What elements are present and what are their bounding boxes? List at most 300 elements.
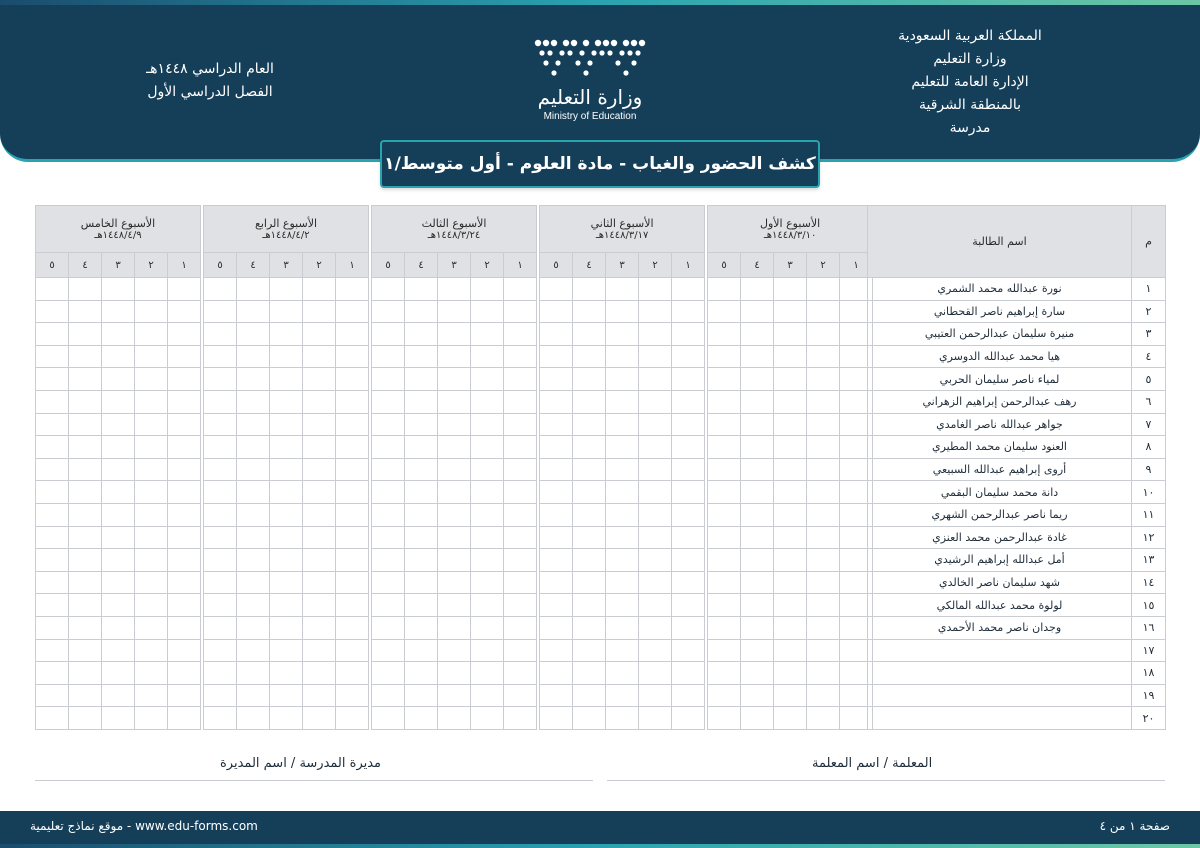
- attendance-cell[interactable]: [774, 684, 807, 707]
- attendance-cell[interactable]: [237, 594, 270, 617]
- attendance-cell[interactable]: [135, 684, 168, 707]
- attendance-cell[interactable]: [69, 413, 102, 436]
- attendance-cell[interactable]: [135, 323, 168, 346]
- attendance-cell[interactable]: [774, 616, 807, 639]
- attendance-cell[interactable]: [36, 503, 69, 526]
- attendance-cell[interactable]: [270, 549, 303, 572]
- attendance-cell[interactable]: [168, 368, 201, 391]
- attendance-cell[interactable]: [504, 300, 537, 323]
- attendance-cell[interactable]: [807, 503, 840, 526]
- attendance-cell[interactable]: [36, 616, 69, 639]
- attendance-cell[interactable]: [672, 413, 705, 436]
- attendance-cell[interactable]: [471, 684, 504, 707]
- attendance-cell[interactable]: [438, 458, 471, 481]
- attendance-cell[interactable]: [807, 323, 840, 346]
- attendance-cell[interactable]: [471, 413, 504, 436]
- attendance-cell[interactable]: [471, 368, 504, 391]
- attendance-cell[interactable]: [69, 684, 102, 707]
- attendance-cell[interactable]: [102, 549, 135, 572]
- attendance-cell[interactable]: [36, 323, 69, 346]
- attendance-cell[interactable]: [405, 707, 438, 730]
- attendance-cell[interactable]: [69, 278, 102, 301]
- attendance-cell[interactable]: [471, 707, 504, 730]
- attendance-cell[interactable]: [69, 436, 102, 459]
- attendance-cell[interactable]: [573, 662, 606, 685]
- attendance-cell[interactable]: [774, 368, 807, 391]
- attendance-cell[interactable]: [573, 345, 606, 368]
- attendance-cell[interactable]: [573, 481, 606, 504]
- attendance-cell[interactable]: [204, 594, 237, 617]
- attendance-cell[interactable]: [672, 639, 705, 662]
- attendance-cell[interactable]: [303, 662, 336, 685]
- attendance-cell[interactable]: [741, 639, 774, 662]
- attendance-cell[interactable]: [672, 278, 705, 301]
- attendance-cell[interactable]: [69, 616, 102, 639]
- attendance-cell[interactable]: [540, 345, 573, 368]
- attendance-cell[interactable]: [639, 639, 672, 662]
- attendance-cell[interactable]: [372, 390, 405, 413]
- attendance-cell[interactable]: [135, 526, 168, 549]
- attendance-cell[interactable]: [471, 300, 504, 323]
- attendance-cell[interactable]: [540, 616, 573, 639]
- attendance-cell[interactable]: [573, 639, 606, 662]
- attendance-cell[interactable]: [540, 571, 573, 594]
- attendance-cell[interactable]: [774, 278, 807, 301]
- attendance-cell[interactable]: [639, 368, 672, 391]
- attendance-cell[interactable]: [270, 458, 303, 481]
- attendance-cell[interactable]: [540, 390, 573, 413]
- attendance-cell[interactable]: [540, 662, 573, 685]
- attendance-cell[interactable]: [204, 413, 237, 436]
- attendance-cell[interactable]: [708, 684, 741, 707]
- attendance-cell[interactable]: [573, 278, 606, 301]
- attendance-cell[interactable]: [135, 390, 168, 413]
- attendance-cell[interactable]: [336, 458, 369, 481]
- attendance-cell[interactable]: [168, 481, 201, 504]
- attendance-cell[interactable]: [639, 458, 672, 481]
- attendance-cell[interactable]: [672, 662, 705, 685]
- attendance-cell[interactable]: [438, 481, 471, 504]
- attendance-cell[interactable]: [237, 662, 270, 685]
- attendance-cell[interactable]: [168, 436, 201, 459]
- attendance-cell[interactable]: [204, 458, 237, 481]
- attendance-cell[interactable]: [270, 345, 303, 368]
- attendance-cell[interactable]: [504, 368, 537, 391]
- attendance-cell[interactable]: [438, 345, 471, 368]
- attendance-cell[interactable]: [774, 436, 807, 459]
- attendance-cell[interactable]: [270, 707, 303, 730]
- attendance-cell[interactable]: [372, 323, 405, 346]
- attendance-cell[interactable]: [69, 481, 102, 504]
- attendance-cell[interactable]: [540, 503, 573, 526]
- attendance-cell[interactable]: [504, 503, 537, 526]
- attendance-cell[interactable]: [438, 594, 471, 617]
- attendance-cell[interactable]: [639, 481, 672, 504]
- attendance-cell[interactable]: [102, 390, 135, 413]
- attendance-cell[interactable]: [36, 390, 69, 413]
- attendance-cell[interactable]: [270, 684, 303, 707]
- attendance-cell[interactable]: [807, 571, 840, 594]
- attendance-cell[interactable]: [270, 278, 303, 301]
- attendance-cell[interactable]: [303, 368, 336, 391]
- attendance-cell[interactable]: [270, 526, 303, 549]
- attendance-cell[interactable]: [438, 368, 471, 391]
- attendance-cell[interactable]: [708, 458, 741, 481]
- attendance-cell[interactable]: [672, 616, 705, 639]
- attendance-cell[interactable]: [204, 368, 237, 391]
- attendance-cell[interactable]: [807, 300, 840, 323]
- attendance-cell[interactable]: [672, 684, 705, 707]
- attendance-cell[interactable]: [36, 526, 69, 549]
- attendance-cell[interactable]: [135, 345, 168, 368]
- attendance-cell[interactable]: [708, 707, 741, 730]
- attendance-cell[interactable]: [540, 594, 573, 617]
- attendance-cell[interactable]: [807, 639, 840, 662]
- attendance-cell[interactable]: [504, 278, 537, 301]
- attendance-cell[interactable]: [69, 707, 102, 730]
- attendance-cell[interactable]: [741, 345, 774, 368]
- attendance-cell[interactable]: [573, 549, 606, 572]
- attendance-cell[interactable]: [405, 616, 438, 639]
- attendance-cell[interactable]: [303, 503, 336, 526]
- attendance-cell[interactable]: [438, 526, 471, 549]
- attendance-cell[interactable]: [69, 571, 102, 594]
- attendance-cell[interactable]: [774, 662, 807, 685]
- attendance-cell[interactable]: [303, 390, 336, 413]
- attendance-cell[interactable]: [69, 503, 102, 526]
- attendance-cell[interactable]: [102, 526, 135, 549]
- attendance-cell[interactable]: [135, 616, 168, 639]
- attendance-cell[interactable]: [672, 300, 705, 323]
- attendance-cell[interactable]: [807, 549, 840, 572]
- attendance-cell[interactable]: [807, 413, 840, 436]
- attendance-cell[interactable]: [672, 345, 705, 368]
- attendance-cell[interactable]: [303, 707, 336, 730]
- attendance-cell[interactable]: [69, 526, 102, 549]
- attendance-cell[interactable]: [504, 458, 537, 481]
- attendance-cell[interactable]: [606, 436, 639, 459]
- attendance-cell[interactable]: [102, 571, 135, 594]
- attendance-cell[interactable]: [708, 345, 741, 368]
- attendance-cell[interactable]: [708, 594, 741, 617]
- attendance-cell[interactable]: [504, 594, 537, 617]
- attendance-cell[interactable]: [774, 323, 807, 346]
- attendance-cell[interactable]: [540, 436, 573, 459]
- attendance-cell[interactable]: [270, 503, 303, 526]
- attendance-cell[interactable]: [36, 594, 69, 617]
- attendance-cell[interactable]: [405, 278, 438, 301]
- attendance-cell[interactable]: [135, 639, 168, 662]
- attendance-cell[interactable]: [639, 571, 672, 594]
- attendance-cell[interactable]: [774, 345, 807, 368]
- attendance-cell[interactable]: [471, 571, 504, 594]
- attendance-cell[interactable]: [204, 390, 237, 413]
- attendance-cell[interactable]: [573, 413, 606, 436]
- attendance-cell[interactable]: [204, 707, 237, 730]
- attendance-cell[interactable]: [741, 368, 774, 391]
- attendance-cell[interactable]: [807, 345, 840, 368]
- attendance-cell[interactable]: [540, 481, 573, 504]
- attendance-cell[interactable]: [438, 616, 471, 639]
- attendance-cell[interactable]: [606, 481, 639, 504]
- attendance-cell[interactable]: [36, 549, 69, 572]
- attendance-cell[interactable]: [741, 684, 774, 707]
- attendance-cell[interactable]: [573, 707, 606, 730]
- attendance-cell[interactable]: [237, 639, 270, 662]
- attendance-cell[interactable]: [168, 594, 201, 617]
- attendance-cell[interactable]: [168, 345, 201, 368]
- attendance-cell[interactable]: [336, 594, 369, 617]
- attendance-cell[interactable]: [708, 481, 741, 504]
- attendance-cell[interactable]: [438, 684, 471, 707]
- attendance-cell[interactable]: [237, 684, 270, 707]
- attendance-cell[interactable]: [303, 323, 336, 346]
- attendance-cell[interactable]: [471, 345, 504, 368]
- attendance-cell[interactable]: [237, 345, 270, 368]
- attendance-cell[interactable]: [102, 413, 135, 436]
- attendance-cell[interactable]: [303, 639, 336, 662]
- attendance-cell[interactable]: [168, 662, 201, 685]
- attendance-cell[interactable]: [168, 616, 201, 639]
- attendance-cell[interactable]: [372, 707, 405, 730]
- attendance-cell[interactable]: [741, 458, 774, 481]
- attendance-cell[interactable]: [540, 549, 573, 572]
- attendance-cell[interactable]: [807, 390, 840, 413]
- attendance-cell[interactable]: [168, 458, 201, 481]
- attendance-cell[interactable]: [237, 503, 270, 526]
- attendance-cell[interactable]: [438, 390, 471, 413]
- attendance-cell[interactable]: [270, 300, 303, 323]
- attendance-cell[interactable]: [102, 345, 135, 368]
- attendance-cell[interactable]: [708, 639, 741, 662]
- attendance-cell[interactable]: [606, 639, 639, 662]
- attendance-cell[interactable]: [471, 503, 504, 526]
- attendance-cell[interactable]: [672, 707, 705, 730]
- attendance-cell[interactable]: [504, 684, 537, 707]
- attendance-cell[interactable]: [372, 436, 405, 459]
- attendance-cell[interactable]: [36, 662, 69, 685]
- attendance-cell[interactable]: [36, 345, 69, 368]
- attendance-cell[interactable]: [606, 662, 639, 685]
- attendance-cell[interactable]: [336, 481, 369, 504]
- attendance-cell[interactable]: [102, 368, 135, 391]
- attendance-cell[interactable]: [708, 503, 741, 526]
- attendance-cell[interactable]: [708, 436, 741, 459]
- attendance-cell[interactable]: [303, 571, 336, 594]
- attendance-cell[interactable]: [204, 571, 237, 594]
- attendance-cell[interactable]: [336, 639, 369, 662]
- attendance-cell[interactable]: [540, 684, 573, 707]
- attendance-cell[interactable]: [807, 368, 840, 391]
- attendance-cell[interactable]: [573, 323, 606, 346]
- attendance-cell[interactable]: [438, 549, 471, 572]
- attendance-cell[interactable]: [606, 300, 639, 323]
- attendance-cell[interactable]: [708, 323, 741, 346]
- attendance-cell[interactable]: [573, 390, 606, 413]
- attendance-cell[interactable]: [204, 616, 237, 639]
- attendance-cell[interactable]: [708, 300, 741, 323]
- attendance-cell[interactable]: [405, 390, 438, 413]
- attendance-cell[interactable]: [774, 549, 807, 572]
- attendance-cell[interactable]: [135, 571, 168, 594]
- attendance-cell[interactable]: [204, 684, 237, 707]
- attendance-cell[interactable]: [504, 526, 537, 549]
- attendance-cell[interactable]: [438, 639, 471, 662]
- attendance-cell[interactable]: [336, 278, 369, 301]
- attendance-cell[interactable]: [606, 616, 639, 639]
- attendance-cell[interactable]: [672, 323, 705, 346]
- attendance-cell[interactable]: [303, 549, 336, 572]
- attendance-cell[interactable]: [504, 323, 537, 346]
- attendance-cell[interactable]: [438, 436, 471, 459]
- attendance-cell[interactable]: [639, 436, 672, 459]
- attendance-cell[interactable]: [69, 662, 102, 685]
- attendance-cell[interactable]: [807, 436, 840, 459]
- attendance-cell[interactable]: [303, 684, 336, 707]
- attendance-cell[interactable]: [741, 616, 774, 639]
- attendance-cell[interactable]: [573, 616, 606, 639]
- attendance-cell[interactable]: [405, 481, 438, 504]
- attendance-cell[interactable]: [606, 549, 639, 572]
- attendance-cell[interactable]: [204, 436, 237, 459]
- attendance-cell[interactable]: [606, 390, 639, 413]
- attendance-cell[interactable]: [606, 684, 639, 707]
- attendance-cell[interactable]: [102, 616, 135, 639]
- attendance-cell[interactable]: [336, 345, 369, 368]
- attendance-cell[interactable]: [606, 413, 639, 436]
- attendance-cell[interactable]: [741, 549, 774, 572]
- attendance-cell[interactable]: [270, 616, 303, 639]
- attendance-cell[interactable]: [438, 300, 471, 323]
- attendance-cell[interactable]: [672, 594, 705, 617]
- attendance-cell[interactable]: [69, 639, 102, 662]
- attendance-cell[interactable]: [741, 481, 774, 504]
- attendance-cell[interactable]: [303, 413, 336, 436]
- attendance-cell[interactable]: [336, 707, 369, 730]
- attendance-cell[interactable]: [807, 526, 840, 549]
- attendance-cell[interactable]: [36, 300, 69, 323]
- attendance-cell[interactable]: [237, 278, 270, 301]
- attendance-cell[interactable]: [504, 571, 537, 594]
- attendance-cell[interactable]: [102, 300, 135, 323]
- attendance-cell[interactable]: [204, 639, 237, 662]
- attendance-cell[interactable]: [237, 368, 270, 391]
- attendance-cell[interactable]: [168, 571, 201, 594]
- attendance-cell[interactable]: [708, 571, 741, 594]
- attendance-cell[interactable]: [204, 323, 237, 346]
- attendance-cell[interactable]: [741, 707, 774, 730]
- attendance-cell[interactable]: [639, 616, 672, 639]
- attendance-cell[interactable]: [168, 300, 201, 323]
- attendance-cell[interactable]: [573, 594, 606, 617]
- attendance-cell[interactable]: [204, 526, 237, 549]
- attendance-cell[interactable]: [741, 571, 774, 594]
- attendance-cell[interactable]: [372, 549, 405, 572]
- attendance-cell[interactable]: [102, 436, 135, 459]
- attendance-cell[interactable]: [807, 616, 840, 639]
- attendance-cell[interactable]: [336, 684, 369, 707]
- attendance-cell[interactable]: [36, 368, 69, 391]
- attendance-cell[interactable]: [708, 278, 741, 301]
- attendance-cell[interactable]: [471, 662, 504, 685]
- attendance-cell[interactable]: [372, 503, 405, 526]
- attendance-cell[interactable]: [69, 549, 102, 572]
- attendance-cell[interactable]: [204, 662, 237, 685]
- attendance-cell[interactable]: [471, 639, 504, 662]
- attendance-cell[interactable]: [237, 436, 270, 459]
- attendance-cell[interactable]: [774, 526, 807, 549]
- attendance-cell[interactable]: [807, 707, 840, 730]
- attendance-cell[interactable]: [405, 594, 438, 617]
- attendance-cell[interactable]: [135, 413, 168, 436]
- attendance-cell[interactable]: [606, 278, 639, 301]
- attendance-cell[interactable]: [303, 436, 336, 459]
- attendance-cell[interactable]: [573, 526, 606, 549]
- attendance-cell[interactable]: [372, 616, 405, 639]
- attendance-cell[interactable]: [135, 368, 168, 391]
- attendance-cell[interactable]: [708, 662, 741, 685]
- attendance-cell[interactable]: [741, 526, 774, 549]
- attendance-cell[interactable]: [540, 526, 573, 549]
- attendance-cell[interactable]: [405, 368, 438, 391]
- attendance-cell[interactable]: [606, 323, 639, 346]
- attendance-cell[interactable]: [168, 684, 201, 707]
- attendance-cell[interactable]: [372, 662, 405, 685]
- attendance-cell[interactable]: [741, 390, 774, 413]
- attendance-cell[interactable]: [237, 707, 270, 730]
- attendance-cell[interactable]: [672, 436, 705, 459]
- attendance-cell[interactable]: [237, 300, 270, 323]
- attendance-cell[interactable]: [336, 390, 369, 413]
- attendance-cell[interactable]: [774, 594, 807, 617]
- attendance-cell[interactable]: [135, 458, 168, 481]
- attendance-cell[interactable]: [708, 549, 741, 572]
- attendance-cell[interactable]: [639, 323, 672, 346]
- attendance-cell[interactable]: [405, 323, 438, 346]
- attendance-cell[interactable]: [336, 436, 369, 459]
- attendance-cell[interactable]: [135, 662, 168, 685]
- attendance-cell[interactable]: [471, 526, 504, 549]
- attendance-cell[interactable]: [438, 707, 471, 730]
- attendance-cell[interactable]: [504, 707, 537, 730]
- attendance-cell[interactable]: [36, 684, 69, 707]
- attendance-cell[interactable]: [741, 594, 774, 617]
- attendance-cell[interactable]: [438, 278, 471, 301]
- attendance-cell[interactable]: [204, 278, 237, 301]
- attendance-cell[interactable]: [672, 503, 705, 526]
- attendance-cell[interactable]: [69, 345, 102, 368]
- attendance-cell[interactable]: [405, 300, 438, 323]
- attendance-cell[interactable]: [639, 526, 672, 549]
- attendance-cell[interactable]: [639, 345, 672, 368]
- attendance-cell[interactable]: [438, 413, 471, 436]
- attendance-cell[interactable]: [774, 481, 807, 504]
- attendance-cell[interactable]: [303, 278, 336, 301]
- attendance-cell[interactable]: [438, 662, 471, 685]
- attendance-cell[interactable]: [573, 503, 606, 526]
- attendance-cell[interactable]: [372, 571, 405, 594]
- attendance-cell[interactable]: [741, 323, 774, 346]
- attendance-cell[interactable]: [672, 390, 705, 413]
- attendance-cell[interactable]: [168, 526, 201, 549]
- attendance-cell[interactable]: [303, 526, 336, 549]
- attendance-cell[interactable]: [405, 639, 438, 662]
- attendance-cell[interactable]: [471, 436, 504, 459]
- attendance-cell[interactable]: [270, 413, 303, 436]
- attendance-cell[interactable]: [270, 323, 303, 346]
- attendance-cell[interactable]: [336, 526, 369, 549]
- attendance-cell[interactable]: [573, 300, 606, 323]
